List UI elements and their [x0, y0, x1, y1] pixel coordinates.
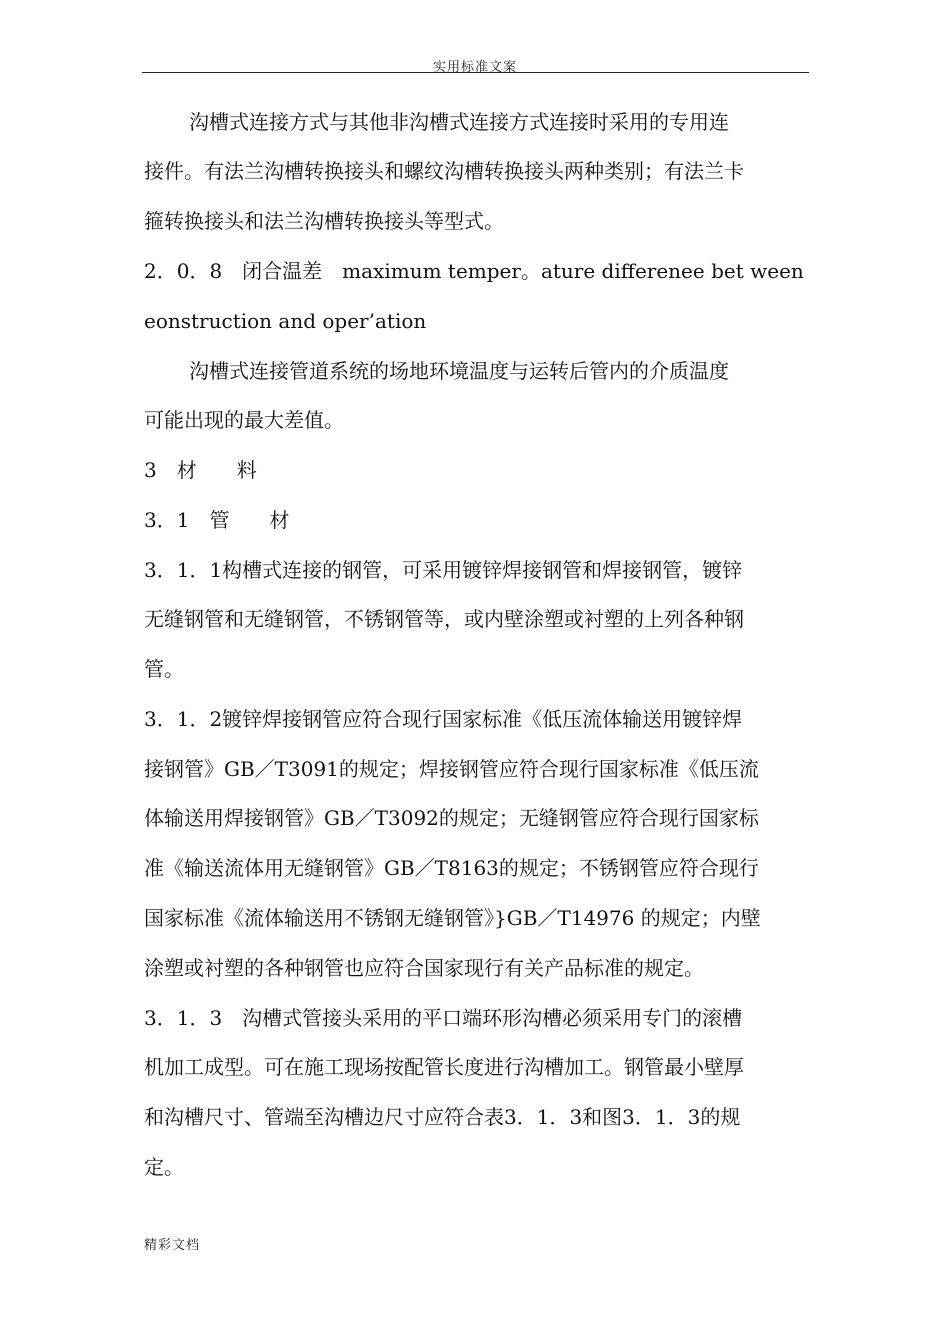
paragraph-line: 定。	[144, 1155, 184, 1179]
paragraph-line: 涂塑或衬塑的各种钢管也应符合国家现行有关产品标准的规定。	[144, 956, 704, 980]
paragraph-line: 无缝钢管和无缝钢管，不锈钢管等，或内壁涂塑或衬塑的上列各种钢	[144, 607, 744, 631]
section-heading: 2．0．8 闭合温差 maximum temper。ature differenee bet ween	[144, 259, 804, 283]
paragraph-line: 3．1．3 沟槽式管接头采用的平口端环形沟槽必须采用专门的滚槽	[144, 1006, 743, 1030]
paragraph-line: 国家标准《流体输送用不锈钢无缝钢管》}GB／T14976 的规定；内壁	[144, 906, 761, 930]
paragraph-line: 沟槽式连接管道系统的场地环境温度与运转后管内的介质温度	[189, 359, 729, 383]
page-header-title: 实用标准文案	[432, 60, 517, 75]
paragraph-line: 准《输送流体用无缝钢管》GB／T8163的规定；不锈钢管应符合现行	[144, 856, 759, 880]
header-rule	[142, 72, 809, 73]
paragraph-line: 沟槽式连接方式与其他非沟槽式连接方式连接时采用的专用连	[189, 110, 729, 134]
paragraph-line: 和沟槽尺寸、管端至沟槽边尺寸应符合表3．1．3和图3．1．3的规	[144, 1105, 741, 1129]
paragraph-line: eonstruction and oper’ation	[144, 309, 427, 333]
chapter-heading: 3 材 料	[144, 458, 257, 482]
paragraph-line: 3．1．2镀锌焊接钢管应符合现行国家标准《低压流体输送用镀锌焊	[144, 707, 743, 731]
paragraph-line: 接件。有法兰沟槽转换接头和螺纹沟槽转换接头两种类别；有法兰卡	[144, 159, 744, 183]
paragraph-line: 可能出现的最大差值。	[144, 408, 344, 432]
paragraph-line: 接钢管》GB／T3091的规定；焊接钢管应符合现行国家标准《低压流	[144, 757, 759, 781]
paragraph-line: 3．1．1构槽式连接的钢管，可采用镀锌焊接钢管和焊接钢管，镀锌	[144, 558, 743, 582]
paragraph-line: 机加工成型。可在施工现场按配管长度进行沟槽加工。钢管最小壁厚	[144, 1055, 744, 1079]
page-footer-text: 精彩文档	[144, 1238, 201, 1253]
paragraph-line: 体输送用焊接钢管》GB／T3092的规定；无缝钢管应符合现行国家标	[144, 806, 759, 830]
paragraph-line: 管。	[144, 657, 184, 681]
paragraph-line: 箍转换接头和法兰沟槽转换接头等型式。	[144, 209, 504, 233]
section-heading: 3．1 管 材	[144, 508, 290, 532]
